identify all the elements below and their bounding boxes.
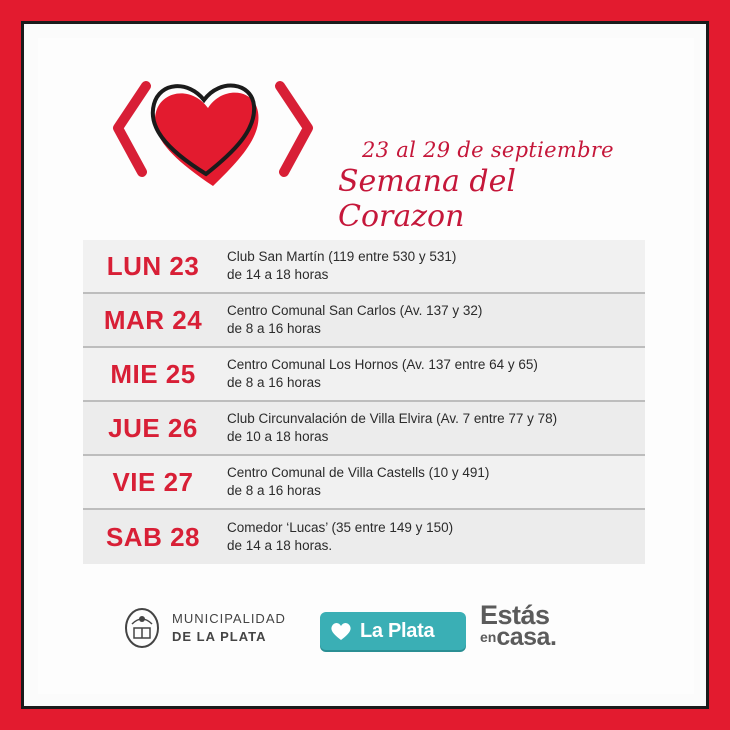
title-block [338,138,638,234]
schedule-row [83,510,645,564]
heart-badge-icon [330,621,352,641]
day-label: VIE 27 [112,466,194,497]
day-label: MAR 24 [103,304,203,335]
day-label: SAB 28 [105,521,201,552]
slogan-line2b: casa. [496,623,557,651]
location-info [223,356,538,392]
location-place: Centro Comunal de Villa Castells (10 y 491) [227,465,490,480]
municipality-line2: DE LA PLATA [172,629,267,644]
location-info [223,410,557,446]
schedule-row [83,294,645,348]
location-hours: de 8 a 16 horas [227,321,321,336]
location-hours: de 14 a 18 horas. [227,538,333,553]
location-info [223,248,456,284]
location-hours: de 8 a 16 horas [227,483,321,498]
day-label: JUE 26 [108,412,198,443]
schedule-row [83,348,645,402]
location-hours: de 10 a 18 horas [227,429,329,444]
location-hours: de 14 a 18 horas [227,267,329,282]
poster-card [38,38,694,694]
event-name: Semana del Corazon [338,164,516,234]
date-range: 23 al 29 de septiembre [362,138,614,162]
day-label: LUN 23 [106,250,200,281]
slogan-line2a: en [480,629,497,645]
la-plata-label: La Plata [360,619,435,642]
location-place: Club Circunvalación de Villa Elvira (Av. 7 entre 77 y 78) [227,411,558,426]
estas-en-casa-logo [480,600,557,651]
day-label: MIE 25 [110,358,196,389]
municipality-line1: MUNICIPALIDAD [172,611,286,626]
schedule-row [83,402,645,456]
location-place: Centro Comunal San Carlos (Av. 137 y 32) [227,303,483,318]
footer [124,600,604,664]
location-info [223,519,453,555]
slogan-line1: Estás [480,600,550,630]
schedule-row [83,456,645,510]
location-info [223,302,482,338]
location-hours: de 8 a 16 horas [227,375,321,390]
header [108,68,628,238]
heart-icon [108,68,318,198]
schedule-row [83,240,645,294]
location-info [223,464,489,500]
municipality-name [172,610,286,646]
la-plata-badge [320,612,466,650]
location-place: Centro Comunal Los Hornos (Av. 137 entre 64 y 65) [227,357,538,372]
schedule-table [83,240,645,564]
municipality-logo [124,606,286,650]
municipal-seal-icon [124,606,160,650]
location-place: Comedor ‘Lucas’ (35 entre 149 y 150) [227,520,454,535]
location-place: Club San Martín (119 entre 530 y 531) [227,249,457,264]
